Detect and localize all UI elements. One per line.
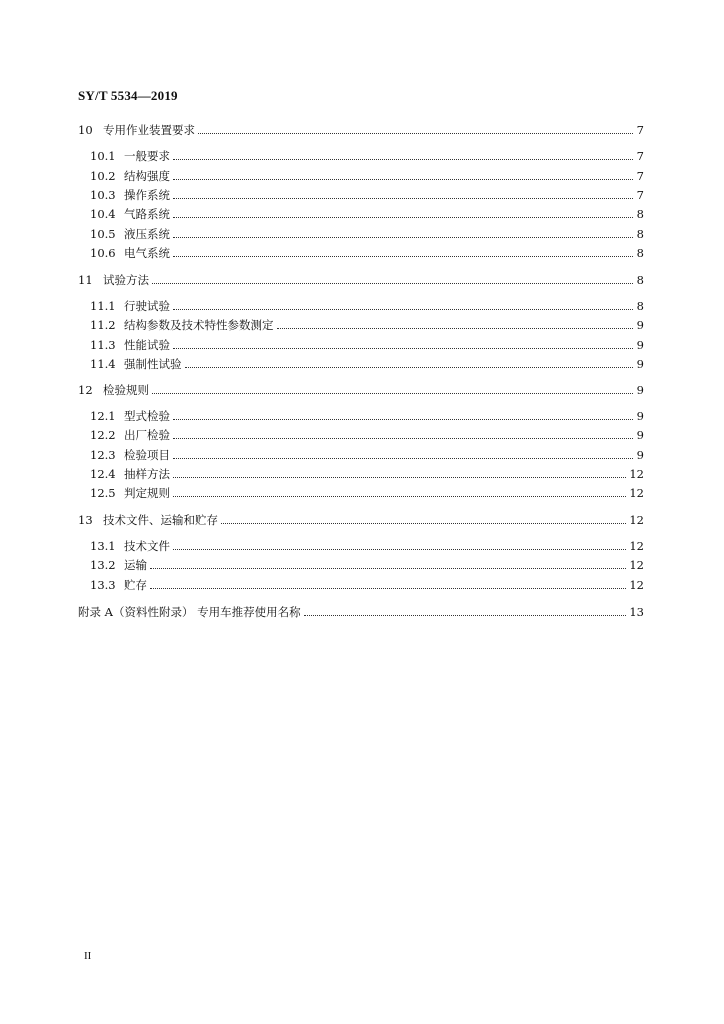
toc-page: 8 [636, 227, 644, 241]
toc-entry-11-2[interactable] [90, 317, 644, 333]
toc-number: 10.2 [90, 169, 116, 183]
toc-title: 液压系统 [124, 227, 170, 241]
toc-title: 行驶试验 [124, 299, 170, 313]
toc-title: 检验项目 [124, 448, 170, 462]
dot-leader [173, 159, 633, 160]
toc-entry-10[interactable] [78, 122, 644, 138]
toc-number: 10.6 [90, 246, 116, 260]
toc-number: 10.5 [90, 227, 116, 241]
toc-page: 8 [636, 273, 644, 287]
toc-entry-11-4[interactable] [90, 356, 644, 372]
toc-entry-12-3[interactable] [90, 447, 644, 463]
dot-leader [173, 477, 626, 478]
toc-entry-appendix-a[interactable] [78, 604, 644, 620]
dot-leader [152, 283, 633, 284]
toc-page: 9 [636, 448, 644, 462]
toc-page: 7 [636, 188, 644, 202]
toc-entry-10-3[interactable] [90, 187, 644, 203]
toc-page: 9 [636, 428, 644, 442]
toc-number: 13.3 [90, 578, 116, 592]
toc-title: 一般要求 [124, 149, 170, 163]
dot-leader [185, 367, 634, 368]
toc-number: 11.2 [90, 318, 116, 332]
toc-title: 气路系统 [124, 207, 170, 221]
toc-number: 12.5 [90, 486, 116, 500]
toc-number: 12.4 [90, 467, 116, 481]
dot-leader [173, 458, 633, 459]
toc-number: 10.1 [90, 149, 116, 163]
toc-entry-10-5[interactable] [90, 226, 644, 242]
toc-title: 判定规则 [124, 486, 170, 500]
toc-entry-12-5[interactable] [90, 485, 644, 501]
dot-leader [150, 568, 626, 569]
toc-number: 12.3 [90, 448, 116, 462]
toc-page: 9 [636, 318, 644, 332]
document-id: SY/T 5534—2019 [78, 88, 178, 103]
toc-entry-12[interactable] [78, 382, 644, 398]
toc-page: 12 [629, 467, 644, 481]
toc-title: 结构参数及技术特性参数测定 [124, 318, 274, 332]
dot-leader [173, 256, 633, 257]
toc-number: 13.1 [90, 539, 116, 553]
toc-page: 12 [629, 558, 644, 572]
toc-page: 8 [636, 207, 644, 221]
toc-number: 10.3 [90, 188, 116, 202]
toc-page: 12 [629, 513, 644, 527]
toc-title: 试验方法 [103, 273, 149, 287]
dot-leader [150, 588, 626, 589]
toc-entry-13-2[interactable] [90, 557, 644, 573]
toc-title: 贮存 [124, 578, 147, 592]
toc-title: 附录 A（资料性附录） 专用车推荐使用名称 [78, 605, 301, 619]
toc-entry-13[interactable] [78, 512, 644, 528]
toc-number: 12.2 [90, 428, 116, 442]
toc-title: 抽样方法 [124, 467, 170, 481]
toc-entry-10-6[interactable] [90, 245, 644, 261]
dot-leader [173, 438, 633, 439]
toc-page: 12 [629, 539, 644, 553]
toc-number: 11.4 [90, 357, 116, 371]
toc-title: 技术文件 [124, 539, 170, 553]
dot-leader [277, 328, 634, 329]
dot-leader [173, 419, 633, 420]
toc-title: 技术文件、运输和贮存 [103, 513, 218, 527]
dot-leader [173, 198, 633, 199]
toc-title: 结构强度 [124, 169, 170, 183]
toc-title: 出厂检验 [124, 428, 170, 442]
page-number: II [84, 950, 92, 962]
toc-number: 11.3 [90, 338, 116, 352]
toc-page: 12 [629, 486, 644, 500]
toc-number: 10.4 [90, 207, 116, 221]
toc-entry-12-2[interactable] [90, 427, 644, 443]
dot-leader [152, 393, 633, 394]
toc-entry-10-2[interactable] [90, 168, 644, 184]
toc-number: 11.1 [90, 299, 116, 313]
toc-entry-11-1[interactable] [90, 298, 644, 314]
toc-page: 12 [629, 578, 644, 592]
toc-title: 操作系统 [124, 188, 170, 202]
toc-title: 电气系统 [124, 246, 170, 260]
toc-number: 10 [78, 123, 93, 137]
toc-page: 9 [636, 338, 644, 352]
toc-entry-12-1[interactable] [90, 408, 644, 424]
dot-leader [173, 549, 626, 550]
toc-page: 9 [636, 409, 644, 423]
toc-number: 11 [78, 273, 93, 287]
toc-number: 13 [78, 513, 93, 527]
dot-leader [304, 615, 627, 616]
toc-entry-13-3[interactable] [90, 577, 644, 593]
toc-page: 9 [636, 383, 644, 397]
dot-leader [173, 179, 633, 180]
toc-page: 9 [636, 357, 644, 371]
toc-title: 强制性试验 [124, 357, 182, 371]
dot-leader [221, 523, 626, 524]
dot-leader [198, 133, 633, 134]
toc-page: 7 [636, 123, 644, 137]
toc-title: 型式检验 [124, 409, 170, 423]
toc-title: 专用作业装置要求 [103, 123, 195, 137]
toc-title: 运输 [124, 558, 147, 572]
toc-page: 7 [636, 169, 644, 183]
toc-number: 12 [78, 383, 93, 397]
dot-leader [173, 309, 633, 310]
toc-entry-10-4[interactable] [90, 206, 644, 222]
dot-leader [173, 217, 633, 218]
toc-entry-10-1[interactable] [90, 148, 644, 164]
dot-leader [173, 496, 626, 497]
toc-number: 12.1 [90, 409, 116, 423]
toc-page: 8 [636, 246, 644, 260]
dot-leader [173, 237, 633, 238]
toc-title: 检验规则 [103, 383, 149, 397]
toc-entry-13-1[interactable] [90, 538, 644, 554]
toc-entry-11[interactable] [78, 272, 644, 288]
toc-page: 13 [629, 605, 644, 619]
toc-page: 7 [636, 149, 644, 163]
toc-number: 13.2 [90, 558, 116, 572]
toc-title: 性能试验 [124, 338, 170, 352]
toc-entry-12-4[interactable] [90, 466, 644, 482]
toc-page: 8 [636, 299, 644, 313]
dot-leader [173, 348, 633, 349]
toc-entry-11-3[interactable] [90, 337, 644, 353]
